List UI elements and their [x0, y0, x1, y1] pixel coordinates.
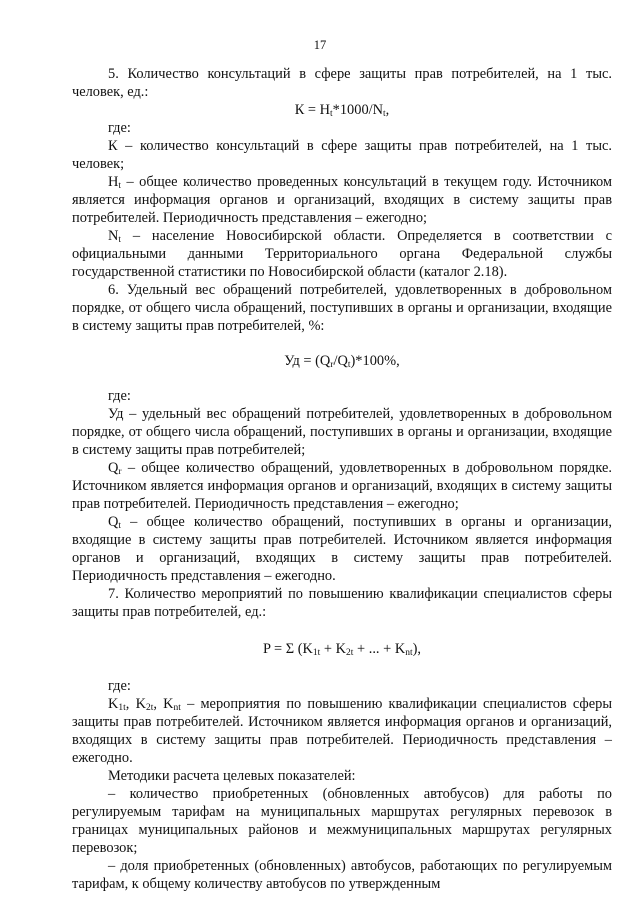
spacer [72, 658, 612, 677]
definition-ud: Уд – удельный вес обращений потребителей, удовлетворенных в добровольном порядке, от общего числа обращений, поступивших в органы и организации, входящие в систему защиты прав потребителей; [72, 406, 612, 458]
page-number: 17 [313, 38, 327, 52]
formula-consultations: $К = Н_t*1000/N_t$, [294, 102, 390, 119]
where-label: где: [108, 388, 131, 404]
paragraph-item-7: 7. Количество мероприятий по повышению квалификации специалистов сферы защиты прав потребителей, ед.: [72, 586, 612, 620]
methods-heading: Методики расчета целевых показателей: [108, 768, 356, 784]
where-label: где: [108, 678, 131, 694]
method-buses-share: – доля приобретенных (обновленных) автобусов, работающих по регулируемым тарифам, к общему количеству автобусов по утвержденным [72, 858, 612, 892]
paragraph-item-5: 5. Количество консультаций в сфере защиты прав потребителей, на 1 тыс. человек, ед.: [72, 66, 612, 100]
formula-share: Уд = $(Q_r/Q_t)*100\%$, [284, 353, 400, 370]
definition-k-events: $K_{1t}$, $K_{2t}$, $K_{nt}$ – мероприятия по повышению квалификации специалистов сферы защиты прав потребителей. Источником является информация органов и организаций, входящих в систему защиты прав потребителей. Периодичность представления – ежегодно. [72, 696, 613, 766]
where-label: где: [108, 120, 131, 136]
formula-events: P = Σ ($K_{1t} + K_{2t}$ + ... + $K_{nt}$), [262, 641, 422, 658]
definition-nt: $N_t$ – население Новосибирской области. Определяется в соответствии с официальными данными Территориального органа Федеральной службы государственной статистики по Новосибирской области (каталог 2.18). [72, 228, 612, 280]
definition-k: К – количество консультаций в сфере защиты прав потребителей, на 1 тыс. человек; [72, 138, 612, 172]
method-buses-count: – количество приобретенных (обновленных автобусов) для работы по регулируемым тарифам на муниципальных маршрутах регулярных перевозок в границах муниципальных районов и межмуниципальных маршрутах регулярных перевозок; [72, 786, 612, 856]
definition-qr: $Q_r$ – общее количество обращений, удовлетворенных в добровольном порядке. Источником является информация органов и организаций, входящих в систему защиты прав потребителей. Периодичность представления – ежегодно; [72, 460, 612, 512]
spacer [72, 335, 612, 352]
definition-ht: $Н_t$ – общее количество проведенных консультаций в текущем году. Источником является информация органов и организаций, входящих в систему защиты прав потребителей. Периодичность представления – ежегодно; [72, 174, 612, 226]
definition-qt: $Q_t$ – общее количество обращений, поступивших в органы и организации, входящие в систему защиты прав потребителей. Источником является информация органов и организаций, входящих в систему защиты прав потребителей. Периодичность представления – ежегодно. [72, 514, 612, 584]
spacer [72, 621, 612, 640]
document-body [72, 65, 612, 893]
spacer [72, 370, 612, 387]
paragraph-item-6: 6. Удельный вес обращений потребителей, удовлетворенных в добровольном порядке, от общего числа обращений, поступивших в органы и организации, входящие в систему защиты прав потребителей, %: [72, 282, 612, 334]
